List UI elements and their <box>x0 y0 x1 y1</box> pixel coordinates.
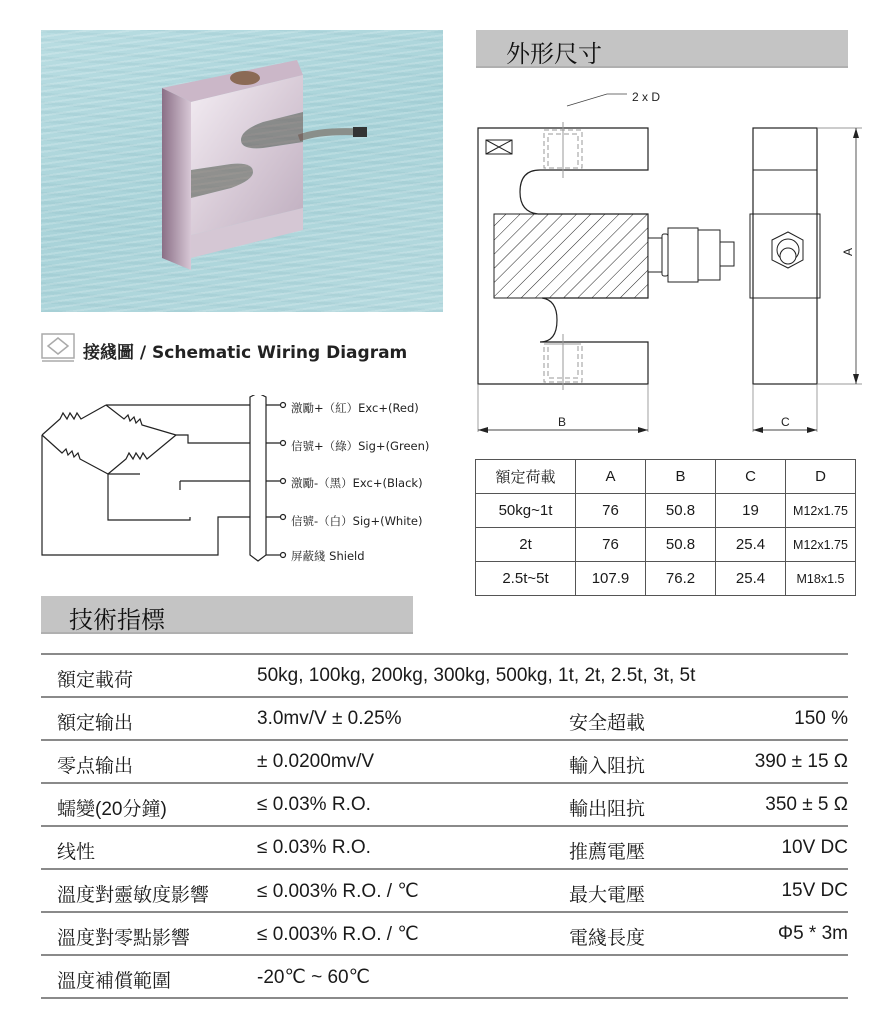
spec-row <box>41 825 848 868</box>
header-cell: A <box>576 460 646 494</box>
table-cell: 25.4 <box>716 528 786 562</box>
table-cell: 2.5t~5t <box>476 562 576 596</box>
spec-row <box>41 653 848 696</box>
wire-label-sig-plus: 信號+（綠）Sig+(Green) <box>291 439 430 453</box>
spec-row <box>41 696 848 739</box>
spec-value: ≤ 0.003% R.O. / ℃ <box>257 881 419 902</box>
spec-value: 3.0mv/V ± 0.25% <box>257 708 402 729</box>
spec-row <box>41 954 848 999</box>
table-cell: 25.4 <box>716 562 786 596</box>
spec-label: 溫度對零點影響 <box>57 928 191 949</box>
table-cell: M12x1.75 <box>786 494 856 528</box>
dim-label-a: A <box>841 247 855 256</box>
dim-label-b: B <box>558 415 567 429</box>
wiring-schematic <box>40 395 290 570</box>
wiring-diagram-heading <box>41 334 407 366</box>
spec-label: 零点输出 <box>57 756 134 777</box>
table-cell: M12x1.75 <box>786 528 856 562</box>
spec-label: 溫度補償範圍 <box>57 971 172 992</box>
spec-row <box>41 868 848 911</box>
wire-label-exc-minus: 激勵-（黑）Exc+(Black) <box>291 476 423 490</box>
spec-value: ± 0.0200mv/V <box>257 751 375 772</box>
table-cell: 2t <box>476 528 576 562</box>
table-row <box>476 528 856 562</box>
header-cell: 額定荷載 <box>476 460 576 494</box>
spec-label: 額定載荷 <box>57 670 134 691</box>
wiring-diagram-title: 接綫圖 / Schematic Wiring Diagram <box>83 342 408 363</box>
header-cell: C <box>716 460 786 494</box>
spec-value: ≤ 0.03% R.O. <box>257 794 371 815</box>
spec-label: 溫度對靈敏度影響 <box>57 885 210 906</box>
dimension-drawing <box>470 80 870 440</box>
spec-value: 50kg, 100kg, 200kg, 300kg, 500kg, 1t, 2t, 2.5t, 3t, 5t <box>257 665 696 686</box>
spec-label-secondary: 電綫長度 <box>569 928 646 949</box>
spec-label-secondary: 推薦電壓 <box>569 842 646 863</box>
dimension-table <box>475 459 856 596</box>
spec-value: ≤ 0.03% R.O. <box>257 837 371 858</box>
table-cell: 19 <box>716 494 786 528</box>
spec-value-secondary: 10V DC <box>781 837 848 858</box>
spec-table <box>41 653 848 999</box>
table-row <box>476 494 856 528</box>
spec-value-secondary: 350 ± 5 Ω <box>765 794 848 815</box>
spec-value-secondary: 15V DC <box>781 880 848 901</box>
header-cell: D <box>786 460 856 494</box>
table-row <box>476 562 856 596</box>
table-cell: 107.9 <box>576 562 646 596</box>
dim-label-c: C <box>781 415 790 429</box>
spec-value-secondary: 150 % <box>794 708 848 729</box>
spec-label: 线性 <box>57 842 96 863</box>
header-cell: B <box>646 460 716 494</box>
table-cell: M18x1.5 <box>786 562 856 596</box>
wire-label-exc-plus: 激勵+（紅）Exc+(Red) <box>291 401 419 415</box>
spec-row <box>41 911 848 954</box>
spec-label-secondary: 安全超載 <box>569 713 646 734</box>
spec-value: ≤ 0.003% R.O. / ℃ <box>257 924 419 945</box>
spec-label: 蠕變(20分鐘) <box>57 799 167 820</box>
wire-label-sig-minus: 信號-（白）Sig+(White) <box>291 514 423 528</box>
spec-value-secondary: 390 ± 15 Ω <box>754 751 848 772</box>
spec-label-secondary: 輸入阻抗 <box>569 756 646 777</box>
product-photo <box>41 30 443 312</box>
table-cell: 50kg~1t <box>476 494 576 528</box>
spec-label: 額定输出 <box>57 713 134 734</box>
section-title: 外形尺寸 <box>506 40 602 68</box>
wire-label-shield: 屏蔽綫 Shield <box>291 549 365 563</box>
table-cell: 76 <box>576 494 646 528</box>
outline-dimensions-header <box>476 30 848 68</box>
spec-row <box>41 739 848 782</box>
table-cell: 50.8 <box>646 528 716 562</box>
thread-callout: 2 x D <box>632 90 661 104</box>
table-cell: 50.8 <box>646 494 716 528</box>
s-type-load-cell-image <box>41 30 443 312</box>
table-cell: 76.2 <box>646 562 716 596</box>
spec-label-secondary: 輸出阻抗 <box>569 799 646 820</box>
table-header-row <box>476 460 856 494</box>
section-title: 技術指標 <box>69 606 165 634</box>
spec-row <box>41 782 848 825</box>
bridge-diagram-icon <box>41 333 75 367</box>
table-cell: 76 <box>576 528 646 562</box>
spec-label-secondary: 最大電壓 <box>569 885 646 906</box>
tech-specs-header <box>41 596 413 634</box>
spec-value: -20℃ ~ 60℃ <box>257 967 370 988</box>
spec-value-secondary: Φ5 * 3m <box>777 923 848 944</box>
